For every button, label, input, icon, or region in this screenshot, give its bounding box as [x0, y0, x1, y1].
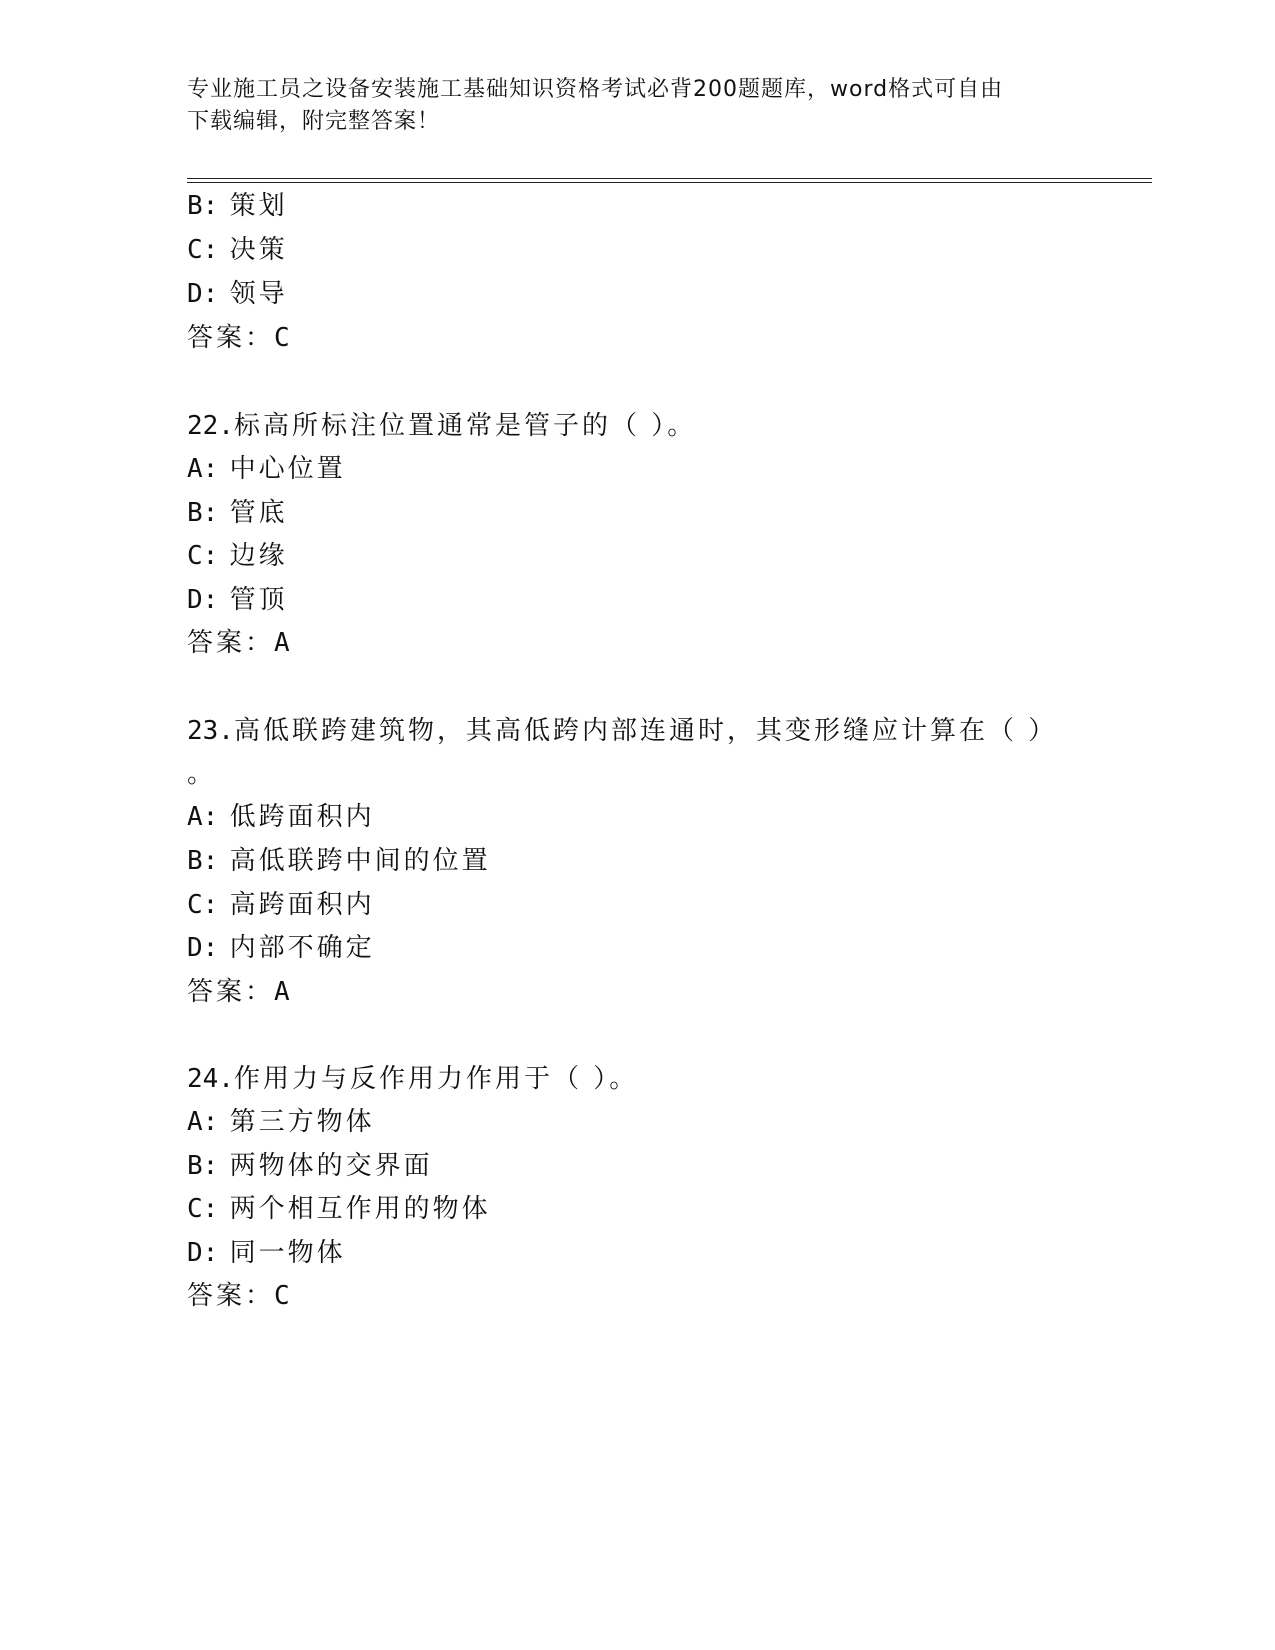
answer-value: C — [274, 323, 290, 353]
question-text-continued: 。 — [187, 759, 217, 789]
option-letter: A: — [187, 454, 219, 484]
option-row — [187, 889, 375, 921]
option-letter: A: — [187, 1107, 219, 1137]
header-title-line-2: 下载编辑，附完整答案！ — [187, 109, 441, 134]
option-text: 同一物体 — [229, 1238, 346, 1268]
option-letter: C: — [187, 541, 219, 571]
option-letter: D: — [187, 585, 219, 615]
option-letter: A: — [187, 802, 219, 832]
option-text: 领导 — [229, 279, 288, 309]
option-letter: D: — [187, 279, 219, 309]
option-text: 策划 — [229, 191, 288, 221]
header-title-line-1: 专业施工员之设备安装施工基础知识资格考试必背200题题库，word格式可自由 — [187, 77, 1004, 102]
option-text: 两个相互作用的物体 — [229, 1194, 491, 1224]
answer-label: 答案： — [187, 977, 275, 1007]
answer-value: A — [274, 977, 290, 1007]
option-row — [187, 497, 288, 529]
option-row — [187, 1237, 346, 1269]
option-row — [187, 234, 288, 266]
option-row — [187, 1193, 491, 1225]
question-text: 标高所标注位置通常是管子的（ ）。 — [233, 411, 697, 441]
option-letter: B: — [187, 846, 219, 876]
option-row — [187, 584, 288, 616]
option-text: 高跨面积内 — [229, 890, 375, 920]
answer-label: 答案： — [187, 628, 275, 658]
answer-label: 答案： — [187, 323, 275, 353]
option-text: 管底 — [229, 498, 288, 528]
option-letter: C: — [187, 890, 219, 920]
question-number: 22. — [187, 411, 234, 441]
option-text: 第三方物体 — [229, 1107, 375, 1137]
question-text: 高低联跨建筑物，其高低跨内部连通时，其变形缝应计算在（ ） — [233, 716, 1058, 746]
option-text: 两物体的交界面 — [229, 1151, 433, 1181]
option-letter: B: — [187, 191, 219, 221]
option-text: 管顶 — [229, 585, 288, 615]
option-text: 边缘 — [229, 541, 288, 571]
option-letter: B: — [187, 498, 219, 528]
question-stem-continuation — [187, 758, 216, 790]
option-row — [187, 540, 288, 572]
option-letter: B: — [187, 1151, 219, 1181]
question-stem — [187, 1063, 638, 1095]
option-row — [187, 453, 346, 485]
option-text: 高低联跨中间的位置 — [229, 846, 491, 876]
header-divider-top — [187, 178, 1152, 179]
question-number: 23. — [187, 716, 234, 746]
option-text: 内部不确定 — [229, 933, 375, 963]
answer-value: C — [274, 1281, 290, 1311]
option-text: 决策 — [229, 235, 288, 265]
option-row — [187, 1106, 375, 1138]
option-text: 低跨面积内 — [229, 802, 375, 832]
option-letter: D: — [187, 1238, 219, 1268]
option-letter: D: — [187, 933, 219, 963]
answer-label: 答案： — [187, 1281, 275, 1311]
option-row — [187, 845, 491, 877]
option-row — [187, 801, 375, 833]
option-letter: C: — [187, 1194, 219, 1224]
question-stem — [187, 410, 696, 442]
question-number: 24. — [187, 1064, 234, 1094]
answer-row — [187, 322, 290, 354]
question-text: 作用力与反作用力作用于（ ）。 — [233, 1064, 639, 1094]
option-row — [187, 932, 375, 964]
question-stem — [187, 715, 1057, 747]
option-row — [187, 278, 288, 310]
option-letter: C: — [187, 235, 219, 265]
answer-row — [187, 976, 290, 1008]
answer-row — [187, 627, 290, 659]
answer-row — [187, 1280, 290, 1312]
document-header — [187, 74, 1067, 138]
option-text: 中心位置 — [229, 454, 346, 484]
header-divider-bottom — [187, 182, 1152, 183]
option-row — [187, 1150, 433, 1182]
answer-value: A — [274, 628, 290, 658]
option-row — [187, 190, 288, 222]
